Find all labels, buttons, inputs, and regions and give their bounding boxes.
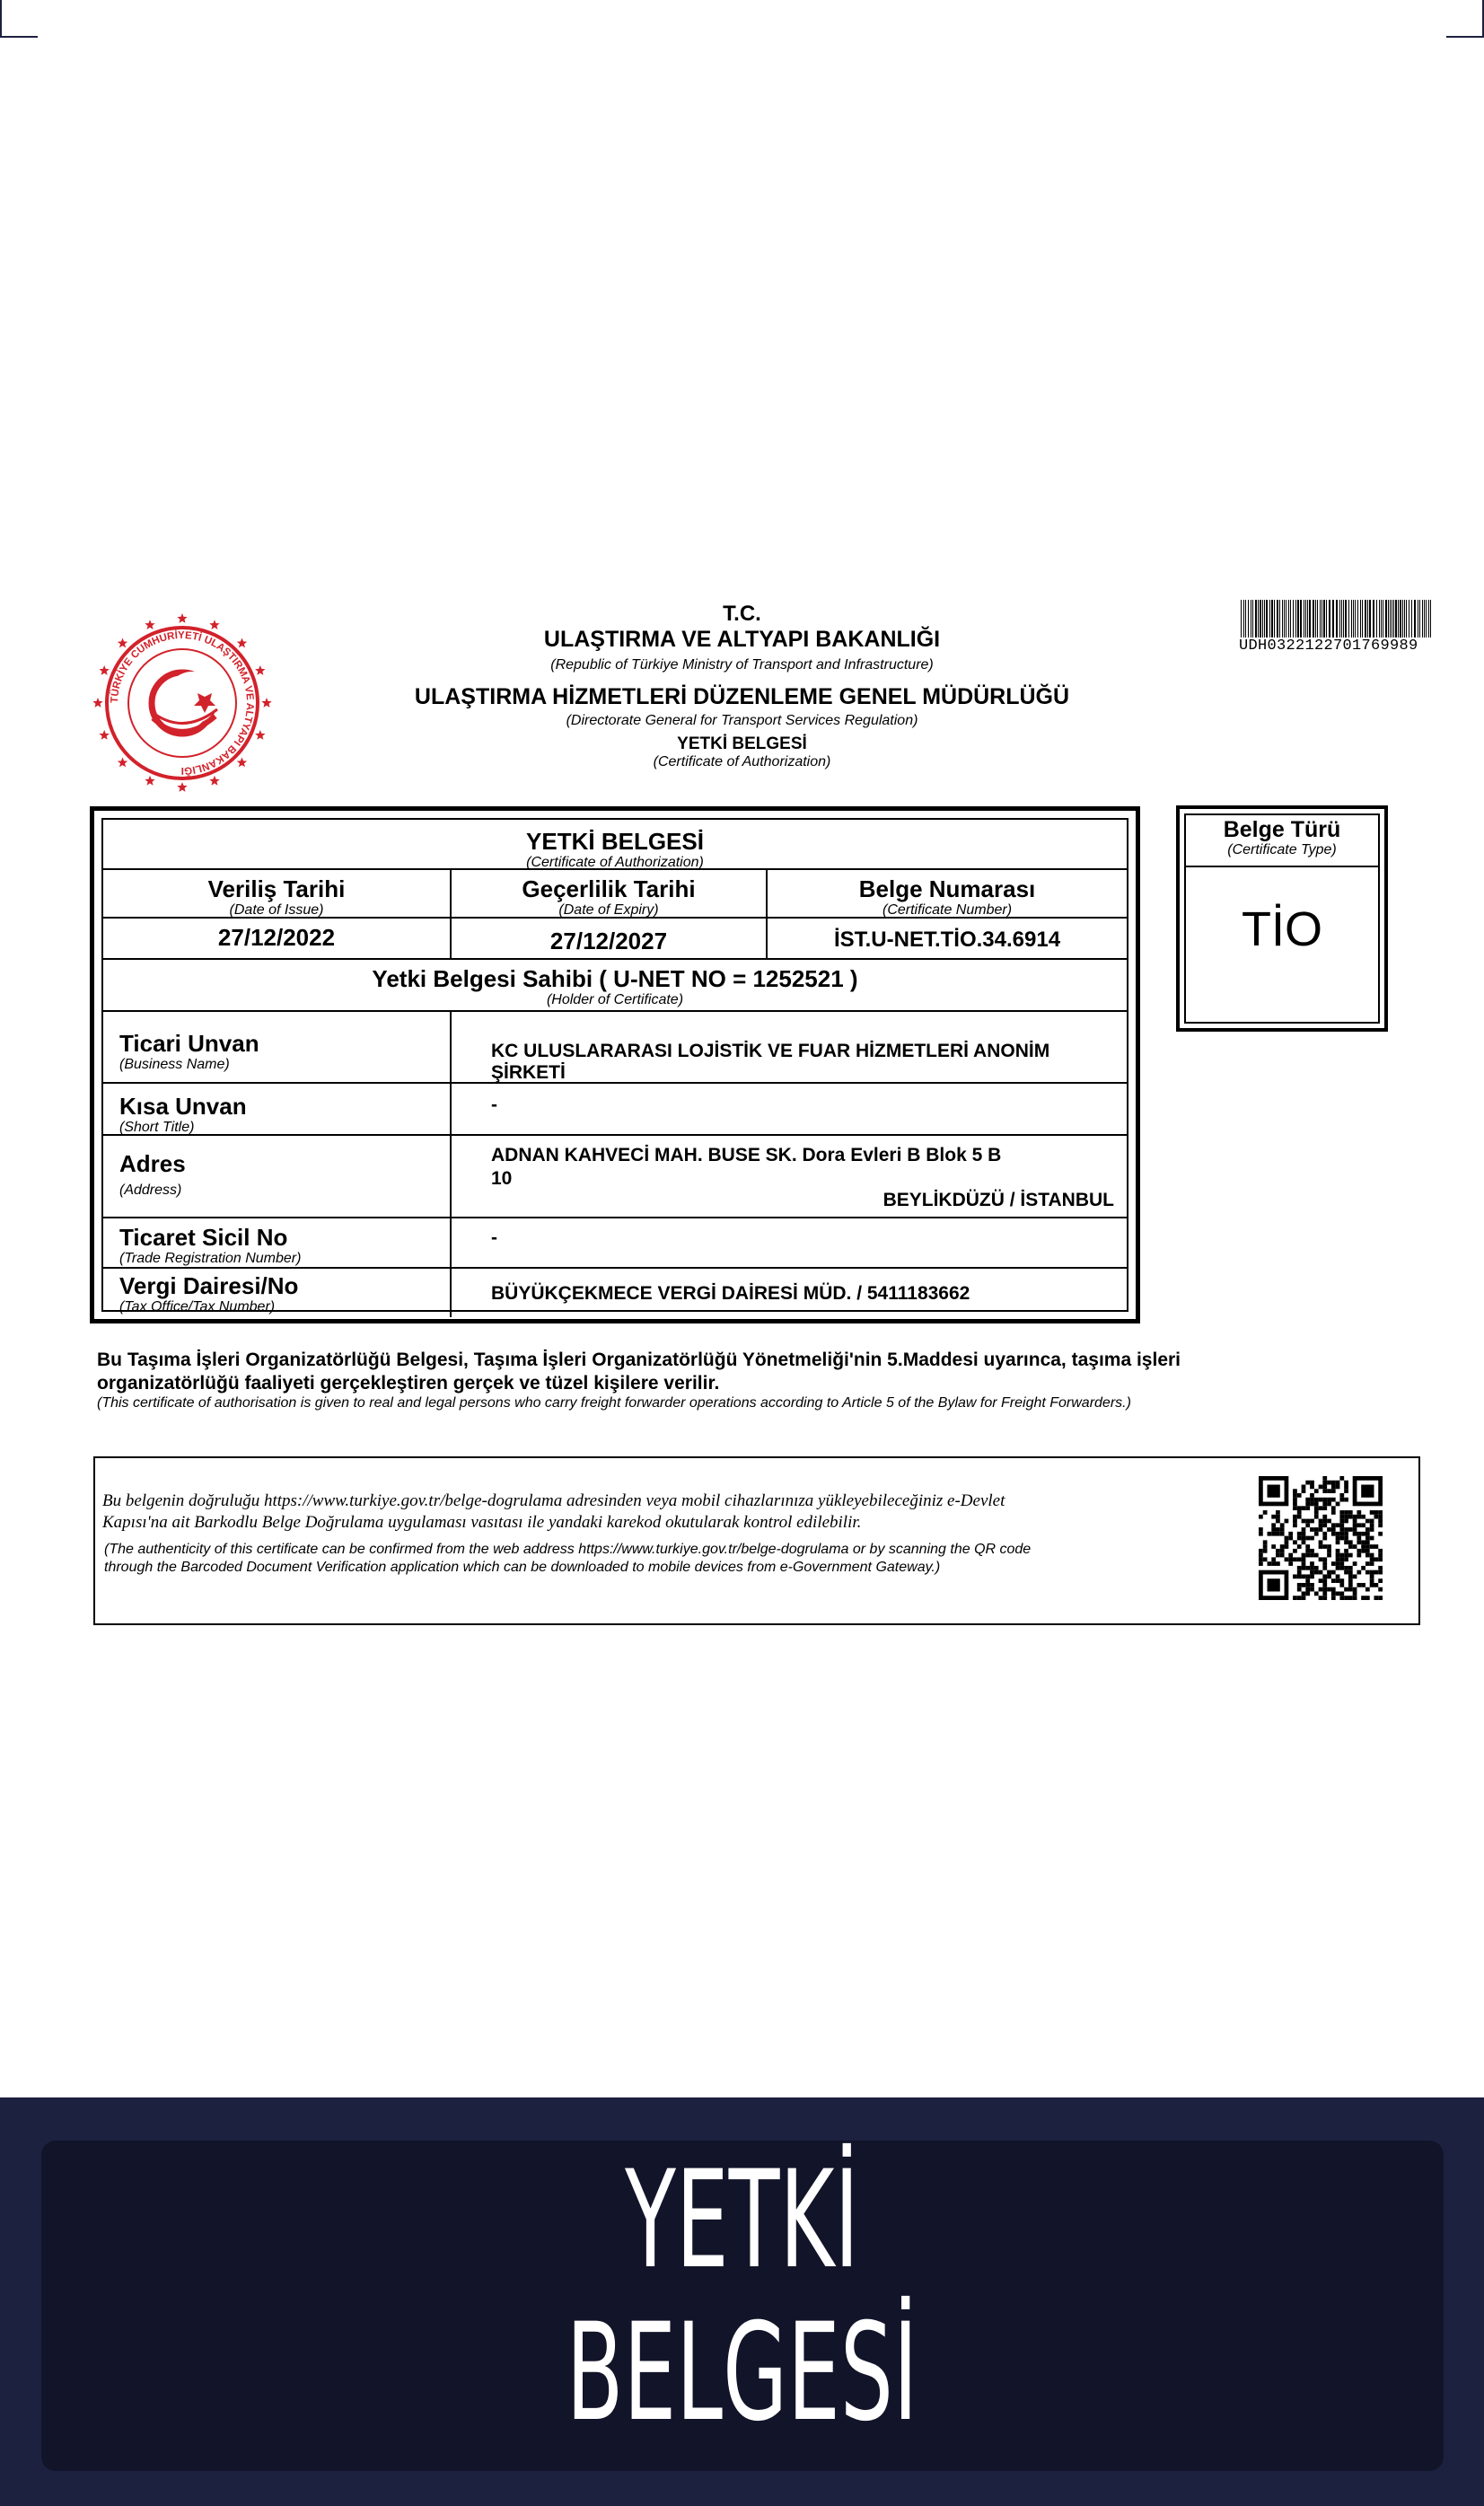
short-title-label: Kısa Unvan xyxy=(119,1093,247,1120)
issue-date-label: Veriliş Tarihi xyxy=(207,875,346,902)
holder-row xyxy=(103,960,1127,1012)
qr-code-image xyxy=(1259,1476,1383,1600)
certificate-title-row xyxy=(103,820,1127,870)
address-line1: ADNAN KAHVECİ MAH. BUSE SK. Dora Evleri B Blok 5 B xyxy=(491,1145,1002,1165)
barcode-image xyxy=(1241,600,1433,637)
verification-box xyxy=(93,1456,1420,1625)
verification-en-line1: (The authenticity of this certificate can be confirmed from the web address https://www.turkiye.gov.tr/belge-dogrulama or by scanning the QR code xyxy=(104,1542,1032,1557)
tax-row xyxy=(103,1269,1127,1317)
expiry-date-value: 27/12/2027 xyxy=(549,928,668,954)
legal-note xyxy=(97,1349,1264,1395)
svg-text:TÜRKİYE CUMHURİYETİ ULAŞTIRMA: TÜRKİYE CUMHURİYETİ ULAŞTIRMA VE ALTYAPI BAKANLIĞI xyxy=(109,629,256,777)
header-ministry-en: (Republic of Türkiye Ministry of Transport and Infrastructure) xyxy=(550,657,934,673)
issue-date-label-en: (Date of Issue) xyxy=(229,902,324,918)
business-name-label-en: (Business Name) xyxy=(119,1057,230,1072)
crop-mark-top-left xyxy=(0,0,38,38)
dates-value-row xyxy=(103,919,1127,960)
holder-label: Yetki Belgesi Sahibi ( U-NET NO = 1252521 ) xyxy=(372,965,858,992)
cert-number-value: İST.U-NET.TİO.34.6914 xyxy=(833,928,1061,952)
tax-value: BÜYÜKÇEKMECE VERGİ DAİRESİ MÜD. / 5411183662 xyxy=(491,1283,970,1304)
header-ministry: ULAŞTIRMA VE ALTYAPI BAKANLIĞI xyxy=(543,627,941,652)
footer-title-line2: BELGESİ xyxy=(566,2295,918,2451)
cert-type-box xyxy=(1176,805,1388,1032)
certificate-box xyxy=(90,806,1140,1323)
crop-mark-top-right xyxy=(1446,0,1484,38)
business-name-label: Ticari Unvan xyxy=(119,1030,259,1057)
header-doc-title: YETKİ BELGESİ xyxy=(677,734,807,753)
holder-label-en: (Holder of Certificate) xyxy=(546,992,684,1007)
tax-label-en: (Tax Office/Tax Number) xyxy=(119,1299,276,1315)
trade-reg-row xyxy=(103,1218,1127,1269)
address-row xyxy=(103,1136,1127,1218)
legal-note-en: (This certificate of authorisation is given to real and legal persons who carry freight forwarder operations according to Article 5 of the Bylaw for Freight Forwarders.) xyxy=(97,1395,1131,1411)
trade-reg-label-en: (Trade Registration Number) xyxy=(119,1251,302,1266)
dates-label-row xyxy=(103,870,1127,919)
expiry-date-label-en: (Date of Expiry) xyxy=(558,902,659,918)
issue-date-value: 27/12/2022 xyxy=(217,924,336,951)
verification-en-line2: through the Barcoded Document Verification application which can be downloaded to mobile devices from e-Government Gateway.) xyxy=(104,1560,941,1575)
short-title-value: - xyxy=(491,1095,497,1115)
header-directorate: ULAŞTIRMA HİZMETLERİ DÜZENLEME GENEL MÜDÜRLÜĞÜ xyxy=(414,684,1070,709)
trade-reg-value: - xyxy=(491,1227,497,1248)
header-tc: T.C. xyxy=(723,602,761,626)
cert-type-label: Belge Türü xyxy=(1223,817,1341,842)
certificate-title: YETKİ BELGESİ xyxy=(526,828,704,855)
short-title-label-en: (Short Title) xyxy=(119,1120,195,1135)
business-name-row xyxy=(103,1012,1127,1084)
address-line2: 10 xyxy=(491,1168,513,1189)
cert-number-label: Belge Numarası xyxy=(858,875,1036,902)
short-title-row xyxy=(103,1084,1127,1136)
expiry-date-label: Geçerlilik Tarihi xyxy=(522,875,696,902)
legal-note-line1: Bu Taşıma İşleri Organizatörlüğü Belgesi, Taşıma İşleri Organizatörlüğü Yönetmeliği'nin 5.Maddesi uyarınca, taşıma işleri xyxy=(97,1350,1181,1370)
header-doc-title-en: (Certificate of Authorization) xyxy=(653,754,831,769)
legal-note-line2: organizatörlüğü faaliyeti gerçekleştiren gerçek ve tüzel kişilere verilir. xyxy=(97,1373,720,1394)
address-label: Adres xyxy=(119,1150,186,1177)
barcode-number: UDH0322122701769989 xyxy=(1239,637,1418,655)
business-name-value: KC ULUSLARARASI LOJİSTİK VE FUAR HİZMETLERİ ANONİM ŞİRKETİ xyxy=(491,1041,1050,1083)
cert-number-label-en: (Certificate Number) xyxy=(882,902,1013,918)
footer-title-line1: YETKİ xyxy=(625,2142,859,2299)
cert-type-value: TİO xyxy=(1242,902,1322,956)
trade-reg-label: Ticaret Sicil No xyxy=(119,1224,288,1251)
certificate-title-en: (Certificate of Authorization) xyxy=(526,855,704,870)
tax-label: Vergi Dairesi/No xyxy=(119,1272,299,1299)
address-city: BEYLİKDÜZÜ / İSTANBUL xyxy=(882,1190,1114,1210)
verification-line2: Kapısı'na ait Barkodlu Belge Doğrulama uygulaması vasıtası ile yandaki karekod okutularak kontrol edilebilir. xyxy=(102,1513,862,1532)
cert-type-label-en: (Certificate Type) xyxy=(1227,842,1337,857)
header-directorate-en: (Directorate General for Transport Services Regulation) xyxy=(566,713,918,728)
address-label-en: (Address) xyxy=(119,1183,182,1198)
verification-line1: Bu belgenin doğruluğu https://www.turkiye.gov.tr/belge-dogrulama adresinden veya mobil cihazlarınıza yükleyebileceğiniz e-Devlet xyxy=(102,1491,1005,1510)
